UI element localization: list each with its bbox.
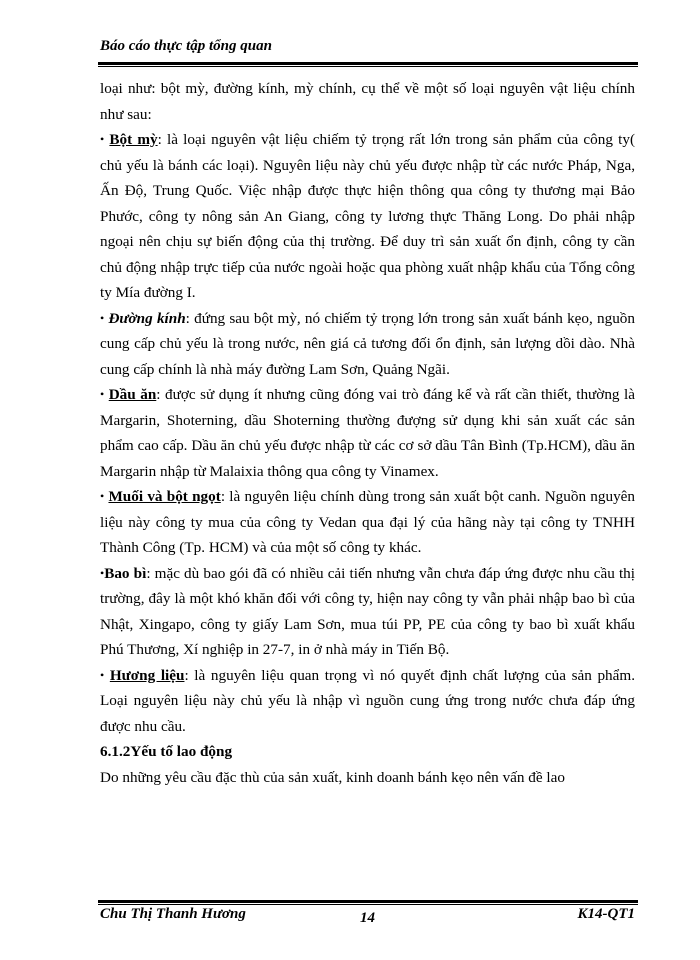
material-description: : được sử dụng ít nhưng cũng đóng vai trò đáng kể và rất cần thiết, thường là Margarin, Shoterning, dầu Shoterning thường đượng sử dụng khi sản xuất các sản phẩm cao cấp. Dầu ăn chủ yếu được nhập từ các cơ sở dầu Tân Bình (Tp.HCM), dầu ăn Margarin nhập từ Malaixia thông qua công ty Vinamex.: [100, 386, 635, 480]
bullet-icon: •: [100, 132, 105, 146]
material-term: Hương liệu: [109, 666, 185, 684]
material-term: Bột mỳ: [109, 131, 158, 148]
bullet-icon: •: [100, 489, 105, 503]
section-heading: 6.1.2Yếu tố lao động: [100, 743, 233, 760]
material-item-oil: [100, 382, 635, 484]
intro-paragraph: loại như: bột mỳ, đường kính, mỳ chính, cụ thể về một số loại nguyên vật liệu chính như sau:: [100, 80, 635, 123]
material-term: Dầu ăn: [108, 386, 157, 403]
material-description: : mặc dù bao gói đã có nhiều cải tiến nhưng vẫn chưa đáp ứng được nhu cầu thị trường, đây là một khó khăn đối với công ty, hiện nay công ty vẫn phải nhập bao bì của Nhật, Xingapo, công ty giấy Lam Sơn, mua túi PP, PE của công ty bao bì xuất khẩu Phú Thương, Xí nghiệp in 27-7, in ở nhà máy in Tiến Bộ.: [100, 564, 636, 658]
bullet-icon: •: [100, 667, 105, 682]
material-term: Muối và bột ngọt: [108, 488, 221, 505]
material-item-sugar: [100, 306, 635, 383]
bullet-icon: •: [100, 565, 105, 580]
material-item-salt-msg: [100, 484, 635, 561]
bullet-icon: •: [100, 310, 105, 325]
footer-class-code: K14-QT1: [577, 906, 635, 922]
page-header-title: Báo cáo thực tập tổng quan: [100, 38, 272, 54]
material-term: Đường kính: [108, 309, 186, 327]
footer-author: Chu Thị Thanh Hương: [100, 906, 246, 922]
material-description: : đứng sau bột mỳ, nó chiếm tỷ trọng lớn trong sản xuất bánh kẹo, nguồn cung cấp chủ yếu là trong nước, nên giá cả tương đối ổn định, sản lượng dồi dào. Nhà cung cấp chính là nhà máy đường Lam Sơn, Quảng Ngãi.: [100, 309, 635, 378]
footer-page-number: 14: [360, 910, 375, 926]
header-rule: [98, 62, 638, 67]
bullet-icon: •: [100, 387, 105, 401]
material-description: : là loại nguyên vật liệu chiếm tỷ trọng rất lớn trong sản phẩm của công ty( chủ yếu là bánh các loại). Nguyên liệu này chủ yếu được nhập từ các nước Pháp, Nga, Ấn Độ, Trung Quốc. Việc nhập được thực hiện thông qua công ty thương mại Bảo Phước, công ty nông sản An Giang, công ty lương thực Thăng Long. Do phải nhập ngoại nên chịu sự biến động của thị trường. Để duy trì sản xuất ổn định, công ty cần chủ động nhập trực tiếp của nước ngoài hoặc qua phòng xuất nhập khẩu của Tổng công ty Mía đường I.: [100, 131, 636, 301]
final-paragraph: Do những yêu cầu đặc thù của sản xuất, kinh doanh bánh kẹo nên vấn đề lao: [100, 768, 565, 786]
material-description: : là nguyên liệu quan trọng vì nó quyết định chất lượng của sản phẩm. Loại nguyên liệu này chủ yếu là nhập vì nguồn cung ứng trong nước chưa đáp ứng được nhu cầu.: [100, 666, 636, 735]
material-term: Bao bì: [104, 564, 147, 582]
material-item-flavoring: [100, 663, 635, 740]
material-item-packaging: [100, 561, 635, 663]
footer-rule: [98, 900, 638, 905]
material-description: : là nguyên liệu chính dùng trong sản xuất bột canh. Nguồn nguyên liệu này công ty mua của công ty Vedan qua đại lý của hãng này tại công ty TNHH Thành Công (Tp. HCM) và của một số công ty khác.: [100, 488, 636, 556]
material-item-flour: [100, 127, 635, 306]
page-content: [100, 76, 635, 790]
